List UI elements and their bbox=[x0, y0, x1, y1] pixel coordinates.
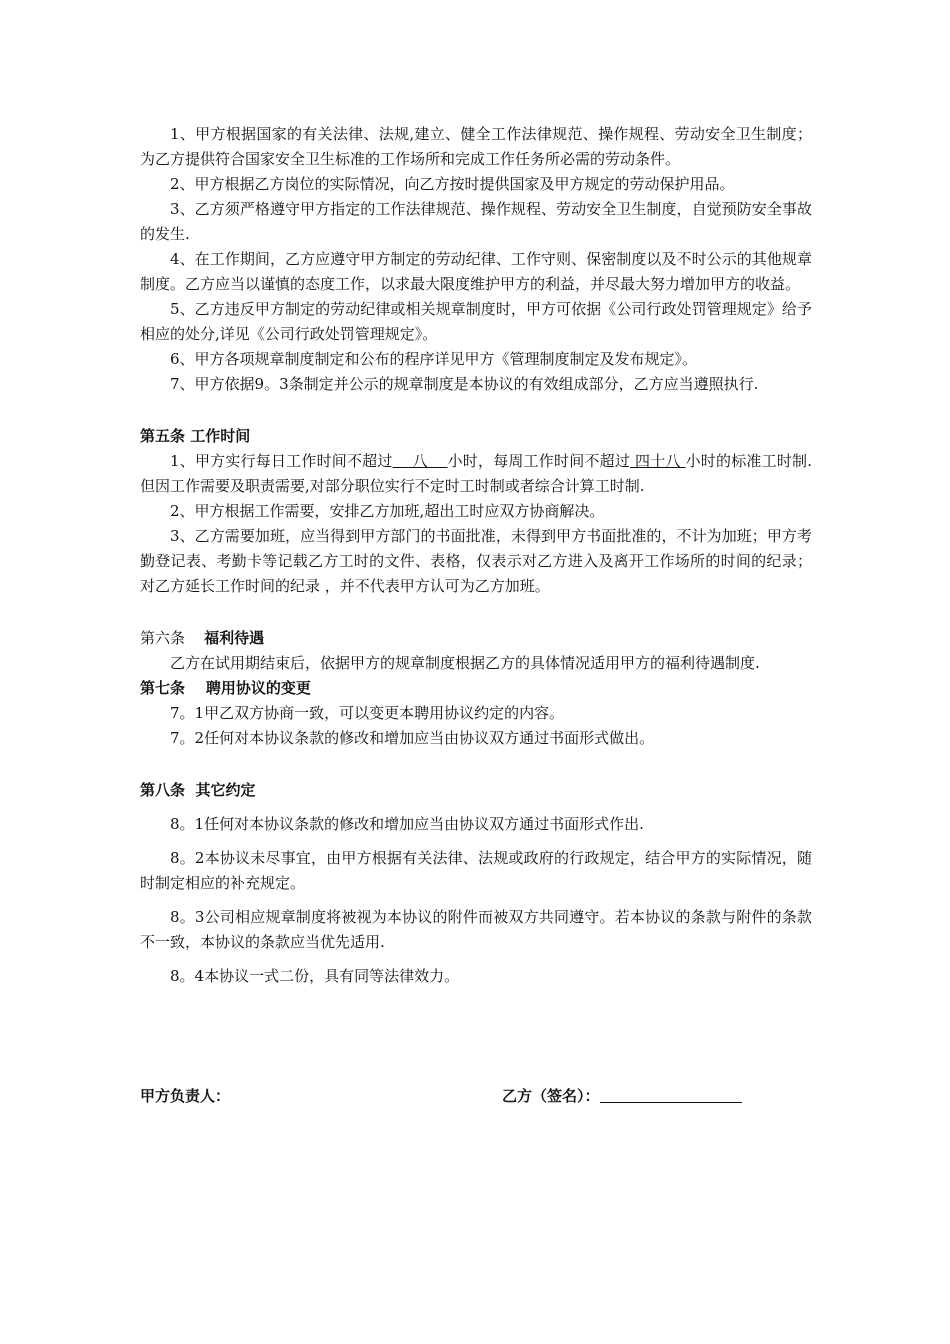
section4-item-6: 6、甲方各项规章制度制定和公布的程序详见甲方《管理制度制定及发布规定》。 bbox=[170, 350, 698, 368]
article5-title: 第五条 工作时间 bbox=[140, 427, 251, 445]
signature-row bbox=[140, 1085, 812, 1111]
article6-title: 福利待遇 bbox=[204, 629, 265, 647]
article7-item-2: 7。2任何对本协议条款的修改和增加应当由协议双方通过书面形式做出。 bbox=[170, 729, 655, 747]
section4-item-3: 3、乙方须严格遵守甲方指定的工作法律规范、操作规程、劳动安全卫生制度，自觉预防安全事故的发生. bbox=[140, 200, 812, 243]
article6-heading bbox=[140, 626, 812, 651]
article5-item-2: 2、甲方根据工作需要，安排乙方加班,超出工时应双方协商解决。 bbox=[170, 502, 605, 520]
article8-title: 第八条 其它约定 bbox=[140, 781, 256, 799]
signature-line[interactable] bbox=[600, 1086, 742, 1103]
work-hours-weekly-blank: 四十八 bbox=[630, 452, 686, 470]
party-b-signature-label: 乙方（签名）： bbox=[502, 1087, 600, 1105]
party-b-signature bbox=[502, 1085, 742, 1106]
article8-item-4: 8。4本协议一式二份，具有同等法律效力。 bbox=[170, 967, 460, 985]
article7-title: 第七条 聘用协议的变更 bbox=[140, 679, 311, 697]
article5-item1-text-b: 小时，每周工作时间不超过 bbox=[447, 452, 631, 470]
spacer bbox=[140, 751, 812, 778]
section4-item-7: 7、甲方依据9。3条制定并公示的规章制度是本协议的有效组成部分，乙方应当遵照执行. bbox=[170, 375, 759, 393]
article5-item1-text-a: 1、甲方实行每日工作时间不超过 bbox=[170, 452, 393, 470]
article7-item-1: 7。1甲乙双方协商一致，可以变更本聘用协议约定的内容。 bbox=[170, 704, 565, 722]
section4-item-2: 2、甲方根据乙方岗位的实际情况，向乙方按时提供国家及甲方规定的劳动保护用品。 bbox=[170, 175, 735, 193]
work-hours-daily-blank: 八 bbox=[392, 452, 448, 470]
spacer bbox=[140, 599, 812, 626]
document-body bbox=[140, 122, 812, 1111]
article5-item-1 bbox=[140, 449, 812, 499]
party-a-signature-label: 甲方负责人： bbox=[140, 1087, 231, 1105]
article5-item1-text-c: 小时的标准工时制.但因工作需要及职责需要,对部分职位实行不定时工时制或者综合计算工时制. bbox=[140, 452, 812, 495]
article5-item-3: 3、乙方需要加班，应当得到甲方部门的书面批准，未得到甲方书面批准的，不计为加班；甲方考勤登记表、考勤卡等记载乙方工时的文件、表格，仅表示对乙方进入及离开工作场所的时间的纪录；对乙方延长工作时间的纪录 ，并不代表甲方认可为乙方加班。 bbox=[140, 527, 812, 595]
section4-item-4: 4、在工作期间，乙方应遵守甲方制定的劳动纪律、工作守则、保密制度以及不时公示的其他规章制度。乙方应当以谨慎的态度工作，以求最大限度维护甲方的利益，并尽最大努力增加甲方的收益。 bbox=[140, 250, 812, 293]
article8-item-3: 8。3公司相应规章制度将被视为本协议的附件而被双方共同遵守。若本协议的条款与附件的条款不一致，本协议的条款应当优先适用. bbox=[140, 908, 812, 951]
article6-number: 第六条 bbox=[140, 629, 186, 647]
spacer bbox=[140, 989, 812, 1085]
article8-item-1: 8。1任何对本协议条款的修改和增加应当由协议双方通过书面形式作出. bbox=[170, 815, 644, 833]
article8-item-2: 8。2本协议未尽事宜，由甲方根据有关法律、法规或政府的行政规定，结合甲方的实际情况，随时制定相应的补充规定。 bbox=[140, 849, 812, 892]
section4-item-1: 1、甲方根据国家的有关法律、法规,建立、健全工作法律规范、操作规程、劳动安全卫生制度；为乙方提供符合国家安全卫生标准的工作场所和完成工作任务所必需的劳动条件。 bbox=[140, 125, 812, 168]
article6-body: 乙方在试用期结束后，依据甲方的规章制度根据乙方的具体情况适用甲方的福利待遇制度. bbox=[170, 654, 760, 672]
spacer bbox=[140, 397, 812, 424]
section4-item-5: 5、乙方违反甲方制定的劳动纪律或相关规章制度时，甲方可依据《公司行政处罚管理规定》给予相应的处分,详见《公司行政处罚管理规定》。 bbox=[140, 300, 812, 343]
